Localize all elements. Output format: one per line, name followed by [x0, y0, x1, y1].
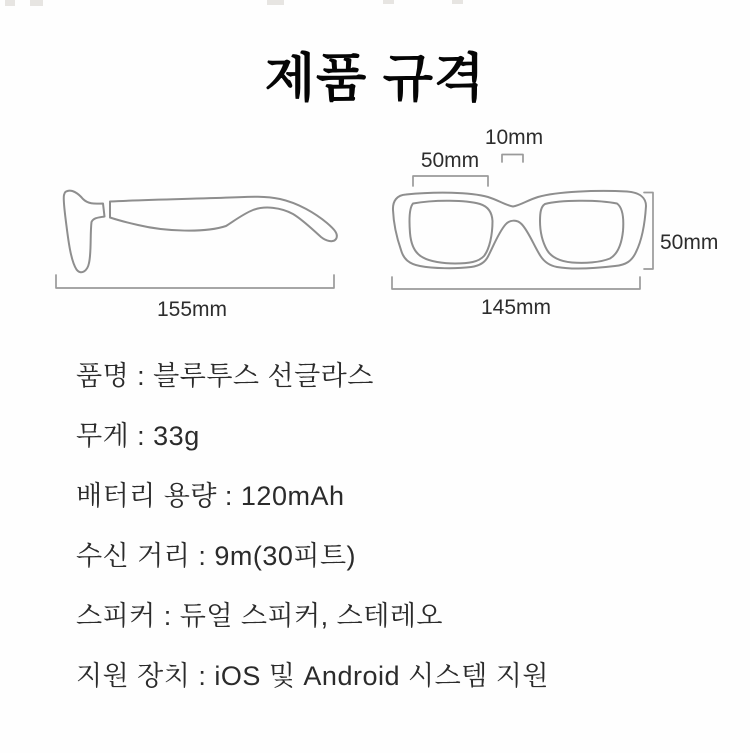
glasses-diagrams — [0, 0, 750, 360]
spec-line-speaker: 스피커 : 듀얼 스피커, 스테레오 — [76, 601, 443, 631]
side-length-dimension-line — [56, 275, 334, 288]
bridge-width-dimension-line — [502, 155, 523, 163]
spec-line-battery-capacity: 배터리 용량 : 120mAh — [76, 481, 345, 511]
spec-line-weight: 무게 : 33g — [76, 421, 200, 451]
page-title: 제품 규격 — [264, 50, 486, 108]
front-bridge-width-label: 10mm — [484, 126, 544, 149]
lens-width-dimension-line — [413, 176, 488, 186]
front-lens-height-label: 50mm — [660, 231, 719, 254]
front-view-left-lens — [410, 201, 493, 264]
spec-line-supported-devices: 지원 장치 : iOS 및 Android 시스템 지원 — [76, 661, 549, 691]
spec-list — [76, 360, 716, 720]
spec-line-receiving-range: 수신 거리 : 9m(30피트) — [76, 541, 357, 571]
front-view-right-lens — [540, 201, 623, 263]
side-view-rim-outline — [64, 191, 105, 273]
front-frame-width-label: 145mm — [480, 296, 552, 319]
front-lens-width-label: 50mm — [420, 149, 480, 172]
spec-line-product-name: 품명 : 블루투스 선글라스 — [76, 361, 374, 391]
front-width-dimension-line — [392, 277, 640, 289]
side-temple-length-label: 155mm — [156, 298, 228, 321]
side-view-temple-outline — [110, 197, 337, 241]
